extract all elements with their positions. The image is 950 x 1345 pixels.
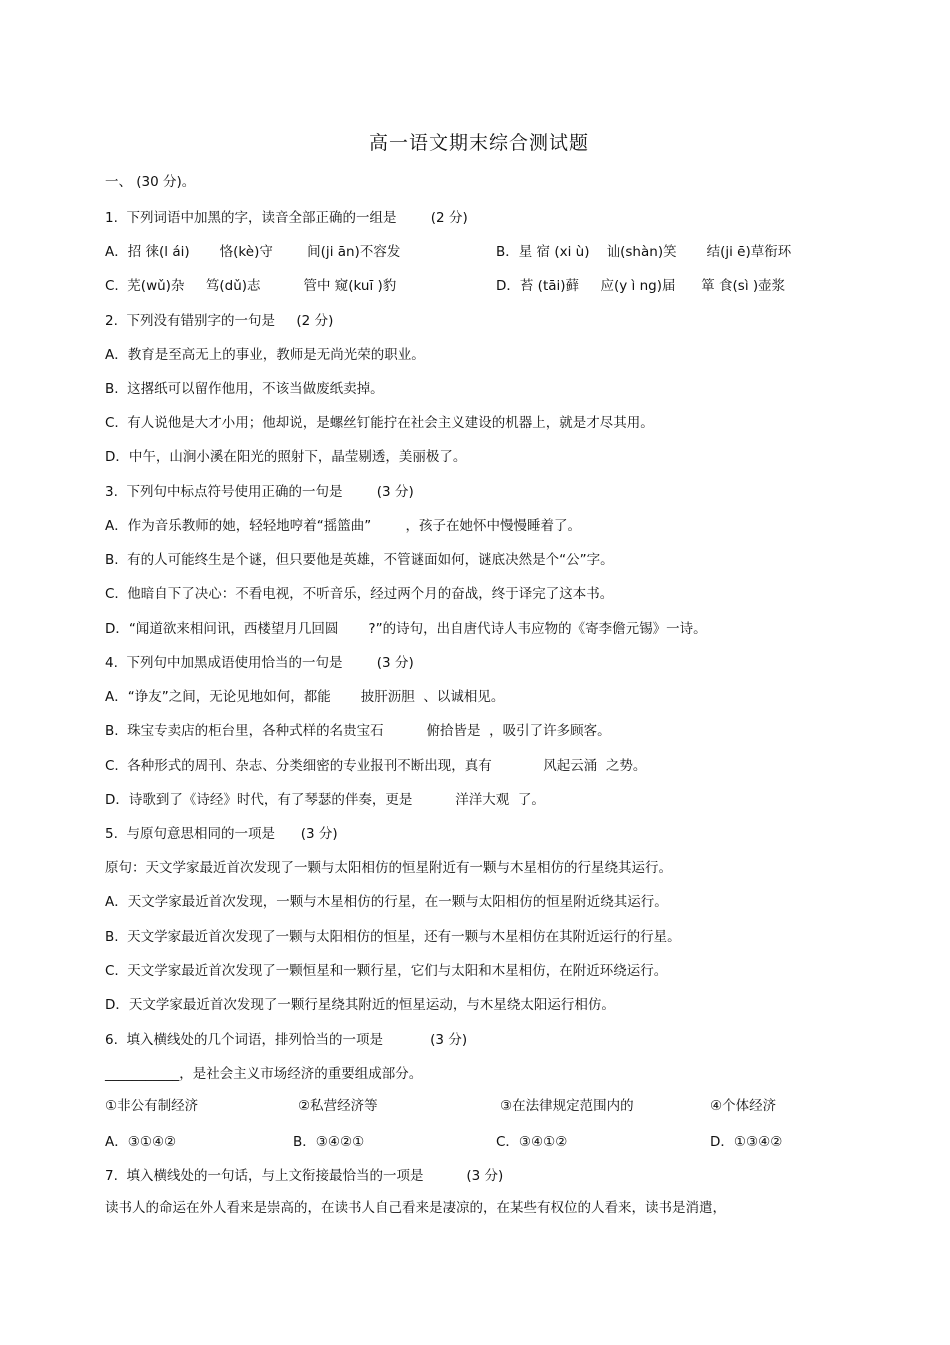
question-6-sentence: ___________，是社会主义市场经济的重要组成部分。	[105, 1066, 423, 1082]
question-3-option-a: A．作为音乐教师的她，轻轻地哼着“摇篮曲” ，孩子在她怀中慢慢睡着了。	[105, 518, 582, 534]
question-1-option-d: D．苔 (tāi)藓 应(y ì ng)届 箪 食(sì )壶浆	[496, 278, 786, 294]
question-1-stem: 1. 下列词语中加黑的字，读音全部正确的一组是 (2 分)	[105, 210, 468, 226]
question-6-option-d: D．①③④②	[710, 1134, 783, 1150]
question-6-stem: 6. 填入横线处的几个词语，排列恰当的一项是 (3 分)	[105, 1032, 468, 1048]
question-4-option-d: D．诗歌到了《诗经》时代，有了琴瑟的伴奏，更是 洋洋大观 了。	[105, 792, 545, 808]
question-6-item-1: ①非公有制经济	[105, 1098, 199, 1114]
question-5-option-c: C. 天文学家最近首次发现了一颗恒星和一颗行星，它们与太阳和木星相仿，在附近环绕运行。	[105, 963, 668, 979]
question-2-stem: 2. 下列没有错别字的一句是 (2 分)	[105, 313, 334, 329]
question-4-stem: 4. 下列句中加黑成语使用恰当的一句是 (3 分)	[105, 655, 414, 671]
question-2-option-b: B. 这撂纸可以留作他用，不该当做废纸卖掉。	[105, 381, 384, 397]
question-4-option-c: C. 各种形式的周刊、杂志、分类细密的专业报刊不断出现，真有 风起云涌 之势。	[105, 758, 647, 774]
question-5-original: 原句：天文学家最近首次发现了一颗与太阳相仿的恒星附近有一颗与木星相仿的行星绕其运行。	[105, 860, 672, 876]
question-6-option-a: A．③①④②	[105, 1134, 177, 1150]
question-3-stem: 3. 下列句中标点符号使用正确的一句是 (3 分)	[105, 484, 414, 500]
question-5-stem: 5. 与原句意思相同的一项是 (3 分)	[105, 826, 338, 842]
question-2-option-d: D．中午，山涧小溪在阳光的照射下，晶莹剔透，美丽极了。	[105, 449, 467, 465]
question-1-option-a: A．招 徕(l ái) 恪(kè)守 间(ji ān)不容发	[105, 244, 401, 260]
section-heading: 一、 (30 分)。	[105, 174, 196, 190]
question-5-option-a: A．天文学家最近首次发现，一颗与木星相仿的行星，在一颗与太阳相仿的恒星附近绕其运行。	[105, 894, 668, 910]
question-2-option-c: C. 有人说他是大才小用；他却说，是螺丝钉能拧在社会主义建设的机器上，就是才尽其用。	[105, 415, 654, 431]
question-7-stem: 7. 填入横线处的一句话，与上文衔接最恰当的一项是 (3 分)	[105, 1168, 504, 1184]
question-6-option-b: B．③④②①	[293, 1134, 365, 1150]
question-3-option-b: B. 有的人可能终生是个谜，但只要他是英雄，不管谜面如何，谜底决然是个“公”字。	[105, 552, 614, 568]
question-6-item-4: ④个体经济	[710, 1098, 777, 1114]
question-2-option-a: A．教育是至高无上的事业，教师是无尚光荣的职业。	[105, 347, 425, 363]
question-5-option-b: B. 天文学家最近首次发现了一颗与太阳相仿的恒星，还有一颗与木星相仿在其附近运行的行星。	[105, 929, 681, 945]
question-6-item-2: ②私营经济等	[298, 1098, 378, 1114]
question-4-option-a: A．“诤友”之间，无论见地如何，都能 披肝沥胆 、以诚相见。	[105, 689, 505, 705]
question-6-option-c: C．③④①②	[496, 1134, 568, 1150]
question-4-option-b: B. 珠宝专卖店的柜台里，各种式样的名贵宝石 俯拾皆是 ，吸引了许多顾客。	[105, 723, 611, 739]
question-6-item-3: ③在法律规定范围内的	[500, 1098, 634, 1114]
question-3-option-d: D．“闻道欲来相问讯，西楼望月几回圆 ?”的诗句，出自唐代诗人韦应物的《寄李儋元锡》一诗。	[105, 621, 707, 637]
question-1-option-b: B．星 宿 (xi ù) 讪(shàn)笑 结(ji ē)草衔环	[496, 244, 792, 260]
question-7-text: 读书人的命运在外人看来是崇高的，在读书人自己看来是凄凉的，在某些有权位的人看来，读书是消遣，	[105, 1200, 726, 1216]
question-5-option-d: D．天文学家最近首次发现了一颗行星绕其附近的恒星运动，与木星绕太阳运行相仿。	[105, 997, 615, 1013]
question-1-option-c: C. 芜(wǔ)杂 笃(dǔ)志 管中 窥(kuī )豹	[105, 278, 397, 294]
question-3-option-c: C. 他暗自下了决心：不看电视，不听音乐，经过两个月的奋战，终于译完了这本书。	[105, 586, 614, 602]
page-title: 高一语文期末综合测试题	[368, 132, 589, 154]
